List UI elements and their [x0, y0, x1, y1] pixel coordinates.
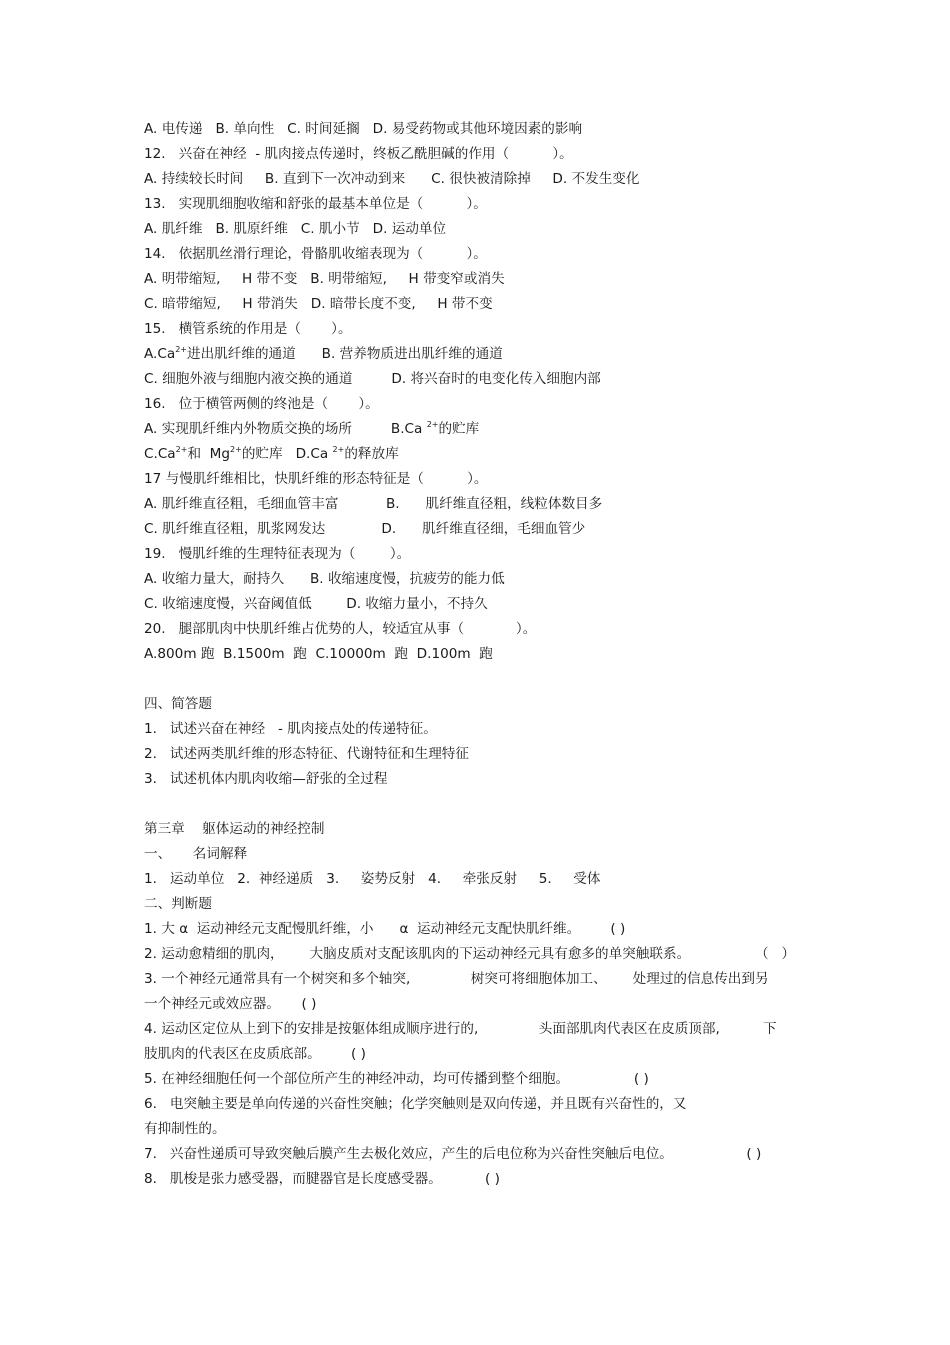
- judgement-6-line2: 有抑制性的。: [144, 1121, 226, 1137]
- q19-options-cd: C. 收缩速度慢，兴奋阈值低 D. 收缩力量小，不持久: [144, 596, 488, 612]
- q20-options: A.800m 跑 B.1500m 跑 C.10000m 跑 D.100m 跑: [144, 646, 493, 662]
- question-16: 16. 位于横管两侧的终池是（ ）。: [144, 396, 379, 412]
- judgement-5: 5. 在神经细胞任何一个部位所产生的神经冲动，均可传播到整个细胞。 ( ): [144, 1071, 649, 1087]
- q16-a-prefix: A. 实现肌纤维内外物质交换的场所 B.Ca: [144, 421, 427, 437]
- section-definitions-title: 一、 名词解释: [144, 846, 248, 862]
- q16-c-part2: 和 Mg: [187, 446, 231, 462]
- q16-c-superscript1: 2+: [175, 445, 188, 454]
- definition-terms: 1. 运动单位 2. 神经递质 3. 姿势反射 4. 牵张反射 5. 受体: [144, 871, 601, 887]
- q14-options-cd: C. 暗带缩短, H 带消失 D. 暗带长度不变, H 带不变: [144, 296, 493, 312]
- judgement-4-line2: 肢肌肉的代表区在皮质底部。 ( ): [144, 1046, 366, 1062]
- question-15: 15. 横管系统的作用是（ ）。: [144, 321, 352, 337]
- q13-options: A. 肌纤维 B. 肌原纤维 C. 肌小节 D. 运动单位: [144, 221, 447, 237]
- judgement-3-line1: 3. 一个神经元通常具有一个树突和多个轴突, 树突可将细胞体加工、 处理过的信息传出到另: [144, 971, 769, 987]
- q16-options-ab: [144, 417, 824, 442]
- document-page: [144, 117, 824, 1192]
- spacer: [144, 792, 824, 817]
- q16-d-superscript: 2+: [332, 445, 345, 454]
- q16-options-cd: [144, 442, 824, 467]
- q16-c-part1: C.Ca: [144, 446, 176, 462]
- q12-options: A. 持续较长时间 B. 直到下一次冲动到来 C. 很快被清除掉 D. 不发生变化: [144, 171, 640, 187]
- short-answer-item: 1. 试述兴奋在神经 - 肌肉接点处的传递特征。: [144, 721, 437, 737]
- q19-options-ab: A. 收缩力量大，耐持久 B. 收缩速度慢，抗疲劳的能力低: [144, 571, 505, 587]
- q11-options: A. 电传递 B. 单向性 C. 时间延搁 D. 易受药物或其他环境因素的影响: [144, 121, 583, 137]
- q16-b-rest: 的贮库: [438, 421, 480, 437]
- judgement-6-line1: 6. 电突触主要是单向传递的兴奋性突触；化学突触则是双向传递，并且既有兴奋性的，又: [144, 1096, 687, 1112]
- question-20: 20. 腿部肌肉中快肌纤维占优势的人，较适宜从事（ ）。: [144, 621, 537, 637]
- section-true-false-title: 二、判断题: [144, 896, 212, 912]
- chapter-3-title: 第三章 躯体运动的神经控制: [144, 821, 325, 837]
- judgement-2: 2. 运动愈精细的肌肉， 大脑皮质对支配该肌肉的下运动神经元具有愈多的单突触联系。 （ ）: [144, 946, 796, 962]
- question-14: 14. 依据肌丝滑行理论，骨骼肌收缩表现为（ ）。: [144, 246, 487, 262]
- judgement-4-line1: 4. 运动区定位从上到下的安排是按躯体组成顺序进行的, 头面部肌肉代表区在皮质顶部, 下: [144, 1021, 777, 1037]
- q15-options-cd: C. 细胞外液与细胞内液交换的通道 D. 将兴奋时的电变化传入细胞内部: [144, 371, 601, 387]
- q15-options-ab: [144, 342, 824, 367]
- q16-c-superscript2: 2+: [230, 445, 242, 454]
- question-17: 17 与慢肌纤维相比，快肌纤维的形态特征是（ ）。: [144, 471, 488, 487]
- judgement-7: 7. 兴奋性递质可导致突触后膜产生去极化效应，产生的后电位称为兴奋性突触后电位。 ( ): [144, 1146, 762, 1162]
- q15-a-prefix: A.Ca: [144, 346, 176, 362]
- q17-options-ab: A. 肌纤维直径粗，毛细血管丰富 B. 肌纤维直径粗，线粒体数目多: [144, 496, 603, 512]
- q16-b-superscript: 2+: [426, 420, 439, 429]
- question-12: 12. 兴奋在神经 - 肌肉接点传递时，终板乙酰胆碱的作用（ ）。: [144, 146, 573, 162]
- short-answer-item: 2. 试述两类肌纤维的形态特征、代谢特征和生理特征: [144, 746, 469, 762]
- question-19: 19. 慢肌纤维的生理特征表现为（ ）。: [144, 546, 411, 562]
- q16-c-part3: 的贮库 D.Ca: [241, 446, 333, 462]
- section-4-title: 四、简答题: [144, 696, 212, 712]
- q14-options-ab: A. 明带缩短, H 带不变 B. 明带缩短, H 带变窄或消失: [144, 271, 505, 287]
- judgement-8: 8. 肌梭是张力感受器，而腱器官是长度感受器。 ( ): [144, 1171, 500, 1187]
- q15-a-rest: 进出肌纤维的通道 B. 营养物质进出肌纤维的通道: [187, 346, 503, 362]
- judgement-1: 1. 大 α 运动神经元支配慢肌纤维，小 α 运动神经元支配快肌纤维。 ( ): [144, 921, 626, 937]
- q15-a-superscript: 2+: [175, 345, 187, 354]
- q17-options-cd: C. 肌纤维直径粗，肌浆网发达 D. 肌纤维直径细，毛细血管少: [144, 521, 586, 537]
- question-13: 13. 实现肌细胞收缩和舒张的最基本单位是（ ）。: [144, 196, 487, 212]
- spacer: [144, 667, 824, 692]
- short-answer-item: 3. 试述机体内肌肉收缩—舒张的全过程: [144, 771, 388, 787]
- judgement-3-line2: 一个神经元或效应器。 ( ): [144, 996, 317, 1012]
- q16-d-rest: 的释放库: [344, 446, 399, 462]
